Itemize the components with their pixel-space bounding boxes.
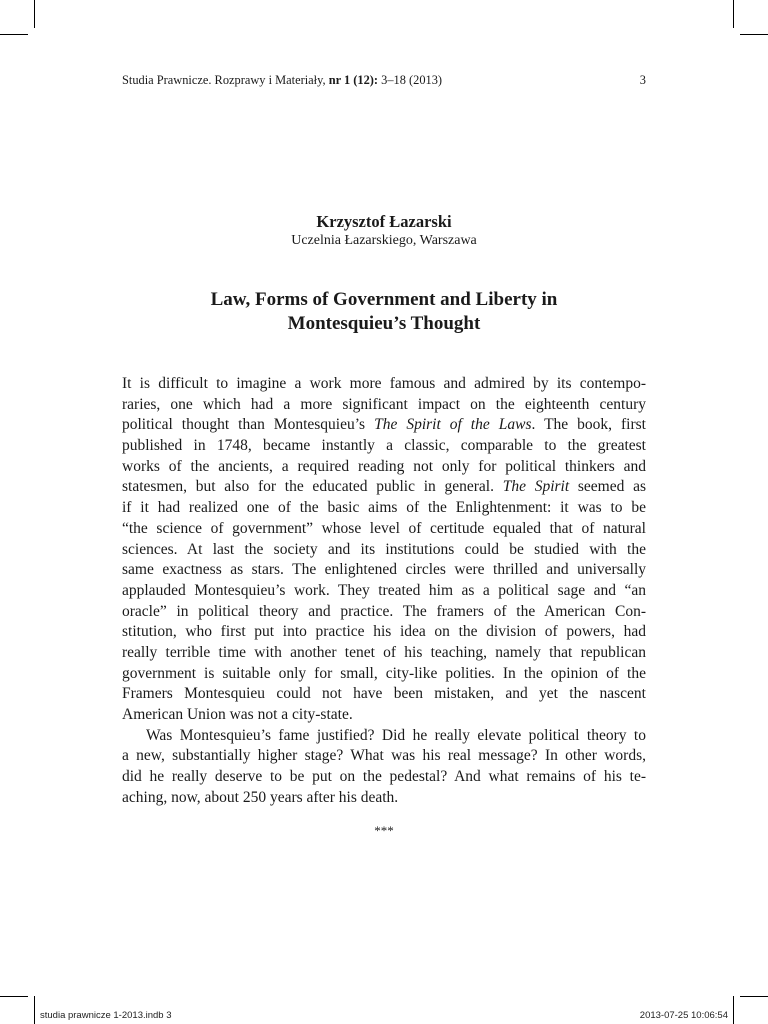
running-head: [122, 72, 646, 88]
body-line: oracle” in political theory and practice. The framers of the American Con-: [122, 602, 646, 620]
title-line: Montesquieu’s Thought: [287, 313, 481, 334]
print-slug-file: studia prawnicze 1-2013.indb 3: [40, 1010, 172, 1021]
author-affiliation: Uczelnia Łazarskiego, Warszawa: [291, 233, 477, 248]
body-line: works of the ancients, a required reading not only for political thinkers and: [122, 457, 646, 475]
title-line: Law, Forms of Government and Liberty in: [210, 289, 558, 310]
journal-name: Studia Prawnicze. Rozprawy i Materiały,: [122, 73, 326, 87]
body-line: really terrible time with another tenet of his teaching, namely that republican: [122, 643, 646, 661]
crop-mark: [733, 0, 734, 28]
section-separator: ***: [374, 823, 394, 838]
crop-mark: [740, 34, 768, 35]
body-line: if it had realized one of the basic aims of the Enlightenment: it was to be: [122, 499, 646, 517]
body-line: a new, substantially higher stage? What was his real message? In other words,: [122, 747, 646, 765]
body-line: political thought than Montesquieu’s The Spirit of the Laws. The book, first: [122, 416, 646, 434]
crop-mark: [34, 996, 35, 1024]
body-line: It is difficult to imagine a work more famous and admired by its contempo-: [122, 375, 646, 392]
book-title-italic: The Spirit: [502, 478, 570, 496]
crop-mark: [733, 996, 734, 1024]
body-line: statesmen, but also for the educated public in general. The Spirit seemed as: [122, 478, 647, 496]
crop-mark: [0, 996, 28, 997]
body-line: “the science of government” whose level of certitude equaled that of natural: [122, 519, 646, 537]
body-line: sciences. At last the society and its institutions could be studied with the: [122, 540, 646, 558]
body-line: American Union was not a city-state.: [122, 706, 353, 723]
crop-mark: [0, 34, 28, 35]
body-line: applauded Montesquieu’s work. They treated him as a political sage and “an: [122, 581, 646, 599]
body-line: government is suitable only for small, city-like polities. In the opinion of the: [122, 664, 646, 682]
body-line: published in 1748, became instantly a classic, comparable to the greatest: [122, 437, 646, 455]
body-line: Framers Montesquieu could not have been mistaken, and yet the nascent: [122, 685, 646, 703]
author-name: Krzysztof Łazarski: [316, 212, 452, 231]
crop-mark: [34, 0, 35, 28]
crop-mark: [740, 996, 768, 997]
print-slug-timestamp: 2013-07-25 10:06:54: [639, 1010, 728, 1021]
body-line: raries, one which had a more significant impact on the eighteenth century: [122, 395, 646, 413]
page-number: 3: [639, 73, 646, 87]
article-body: [122, 374, 646, 808]
page-range: 3–18 (2013): [381, 73, 443, 87]
article-title: [122, 288, 646, 336]
body-line: same exactness as stars. The enlightened circles were thrilled and universally: [122, 561, 646, 579]
body-line: did he really deserve to be put on the pedestal? And what remains of his te-: [122, 768, 646, 786]
body-line: Was Montesquieu’s fame justified? Did he really elevate political theory to: [146, 726, 646, 744]
issue-number: nr 1 (12):: [328, 73, 379, 87]
body-line: stitution, who first put into practice his idea on the division of powers, had: [122, 623, 646, 641]
book-title-italic: The Spirit of the Laws: [374, 416, 532, 434]
body-line: aching, now, about 250 years after his death.: [122, 788, 399, 806]
